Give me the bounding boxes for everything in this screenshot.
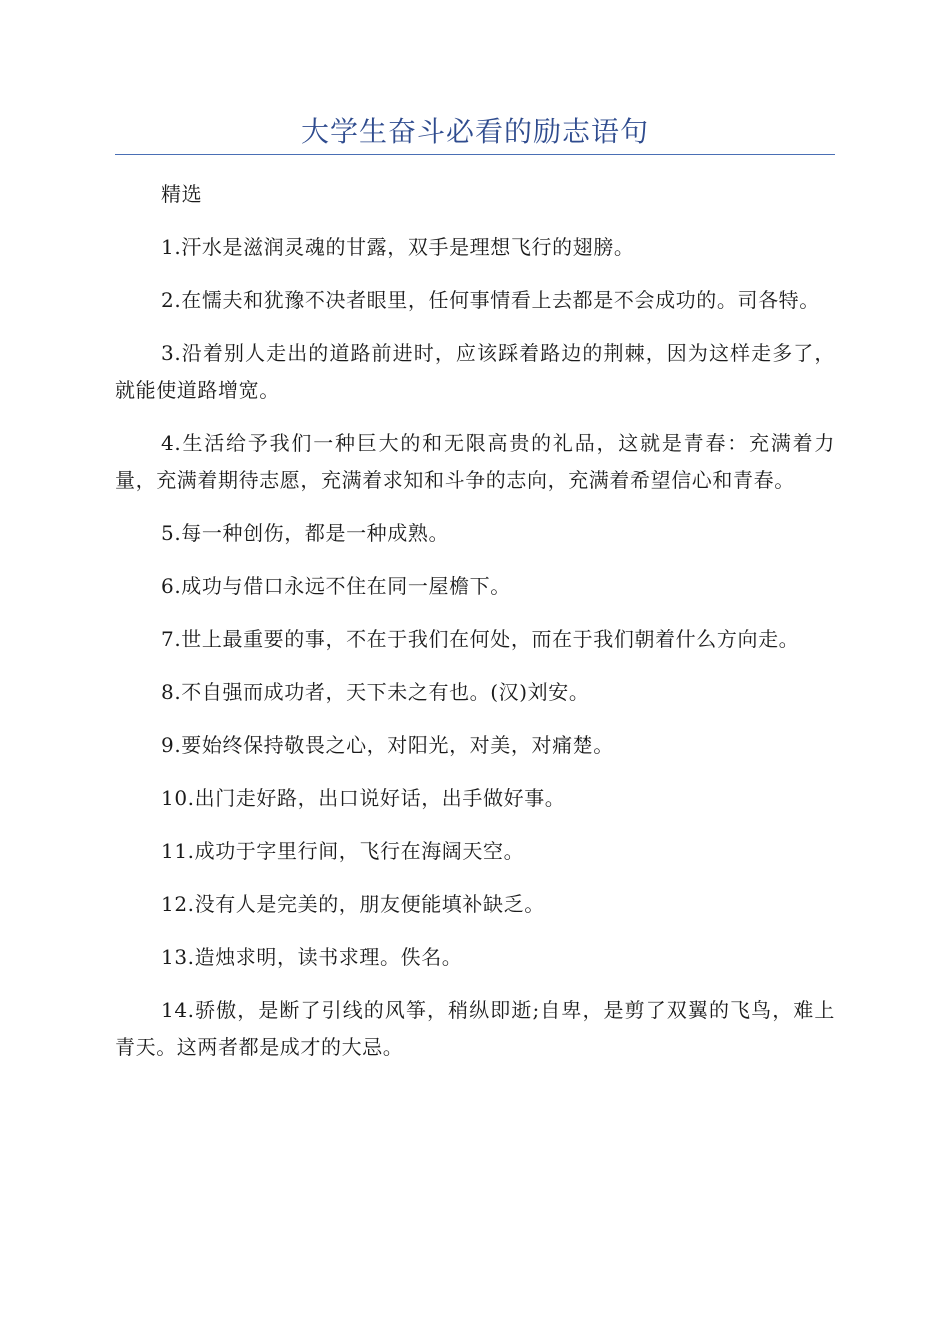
paragraph-5: 5.每一种创伤，都是一种成熟。 bbox=[161, 521, 450, 545]
document-title: 大学生奋斗必看的励志语句 bbox=[300, 115, 649, 148]
document-body bbox=[115, 176, 835, 1082]
paragraph-13: 13.造烛求明，读书求理。佚名。 bbox=[161, 945, 463, 969]
paragraph-6: 6.成功与借口永远不住在同一屋檐下。 bbox=[161, 574, 511, 598]
paragraph-12: 12.没有人是完美的，朋友便能填补缺乏。 bbox=[161, 892, 545, 916]
paragraph-2: 2.在懦夫和犹豫不决者眼里，任何事情看上去都是不会成功的。司各特。 bbox=[161, 288, 820, 312]
paragraph-1: 1.汗水是滋润灵魂的甘露，双手是理想飞行的翅膀。 bbox=[161, 235, 635, 259]
paragraph-3: 3.沿着别人走出的道路前进时，应该踩着路边的荆棘，因为这样走多了，就能使道路增宽。 bbox=[115, 341, 835, 402]
paragraph-14: 14.骄傲，是断了引线的风筝，稍纵即逝;自卑，是剪了双翼的飞鸟，难上青天。这两者都是成才的大忌。 bbox=[115, 998, 835, 1059]
paragraph-7: 7.世上最重要的事，不在于我们在何处，而在于我们朝着什么方向走。 bbox=[161, 627, 800, 651]
title-underline bbox=[115, 154, 835, 155]
paragraph-intro: 精选 bbox=[161, 182, 203, 206]
paragraph-4: 4.生活给予我们一种巨大的和无限高贵的礼品，这就是青春：充满着力量，充满着期待志愿，充满着求知和斗争的志向，充满着希望信心和青春。 bbox=[115, 431, 835, 492]
paragraph-11: 11.成功于字里行间，飞行在海阔天空。 bbox=[161, 839, 525, 863]
paragraph-9: 9.要始终保持敬畏之心，对阳光，对美，对痛楚。 bbox=[161, 733, 614, 757]
paragraph-8: 8.不自强而成功者，天下未之有也。(汉)刘安。 bbox=[161, 680, 590, 704]
paragraph-10: 10.出门走好路，出口说好话，出手做好事。 bbox=[161, 786, 566, 810]
